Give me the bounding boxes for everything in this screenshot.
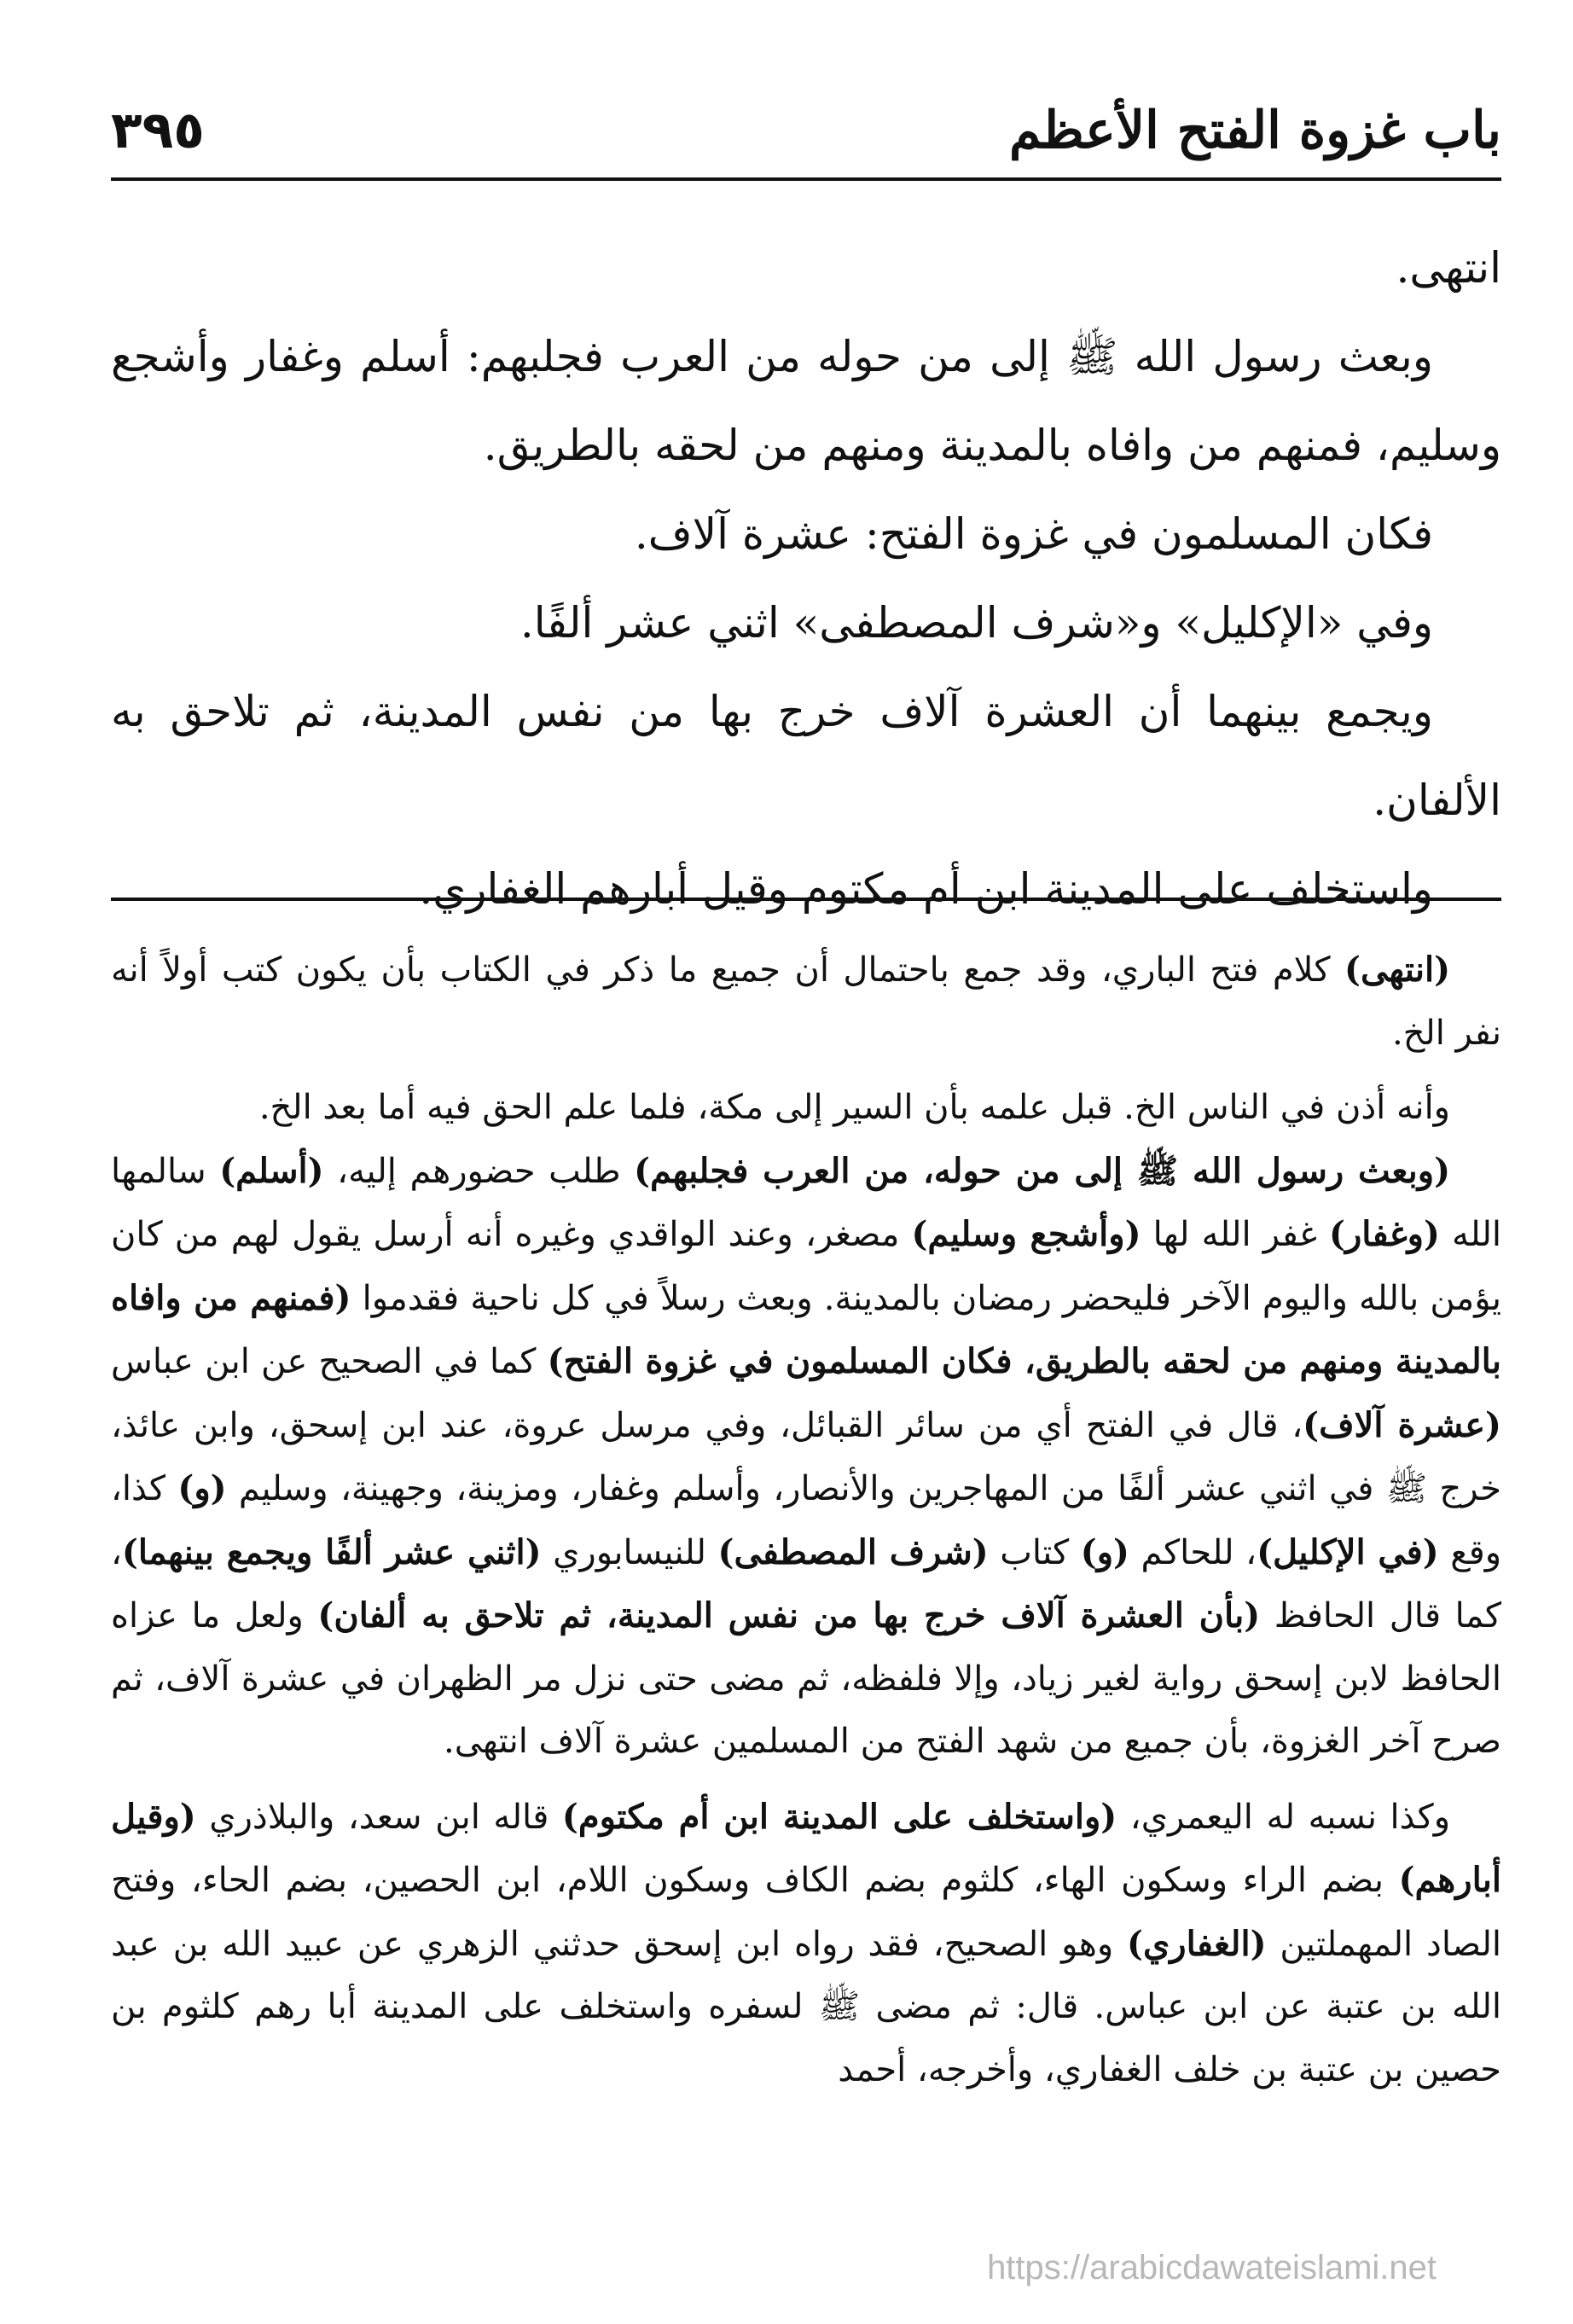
commentary-segment: بضم الراء وسكون الهاء، كلثوم بضم الكاف وسكون اللام، ابن الحصين، بضم الحاء، وفتح الصاد المهملتين (111, 1861, 1501, 1964)
chapter-title: باب غزوة الفتح الأعظم (1008, 101, 1501, 160)
page-number: ٣٩٥ (111, 101, 205, 160)
quoted-main-text: (شرف المصطفى) (717, 1531, 989, 1572)
main-paragraph: انتهى. (1396, 243, 1501, 293)
quoted-main-text: (الغفاري) (1127, 1923, 1267, 1964)
commentary-segment: ، قال في الفتح أي من سائر القبائل، وفي مرسل عروة، عند ابن إسحق، وابن عائذ، خرج ﷺ في اثني عشر ألفًا من المهاجرين والأنصار، وأسلم وغفار، ومزينة، وجهينة، وسليم (111, 1405, 1501, 1508)
quoted-main-text: (وأشجع وسليم) (911, 1214, 1141, 1254)
commentary-segment: كما في الصحيح عن ابن عباس (111, 1342, 548, 1381)
watermark-url: https://arabicdawateislami.net (987, 2249, 1437, 2286)
quoted-main-text: (أسلم) (219, 1150, 324, 1191)
quoted-main-text: (عشرة آلاف) (1303, 1404, 1501, 1445)
commentary-segment: وكذا نسبه له اليعمري، (1117, 1797, 1451, 1837)
commentary-segment: قاله ابن سعد، والبلاذري (195, 1797, 562, 1837)
commentary-segment: ولعل ما عزاه الحافظ لابن إسحق رواية لغير زياد، وإلا فلفظه، ثم مضى حتى نزل مر الظهران في عشرة آلاف، ثم صرح آخر الغزوة، بأن جميع من شهد الفتح من المسلمين عشرة آلاف انتهى. (111, 1596, 1501, 1761)
quoted-main-text: (واستخلف على المدينة ابن أم مكتوم) (561, 1796, 1117, 1837)
main-text (111, 224, 1501, 933)
quoted-main-text: (اثني عشر ألفًا ويجمع بينهما) (121, 1531, 542, 1572)
section-divider (111, 898, 1501, 901)
quoted-main-text: (و) (177, 1468, 227, 1508)
commentary-paragraph (111, 938, 1501, 1065)
commentary-segment: سالمها الله (111, 1151, 1501, 1254)
commentary-segment: وهو الصحيح، فقد رواه ابن إسحق حدثني الزهري عن عبيد الله بن عبد الله بن عتبة عن ابن عباس. قال: ثم مضى ﷺ لسفره واستخلف على المدينة أبا رهم كلثوم بن حصين بن عتبة بن خلف الغفاري، وأخرجه، أحمد (111, 1924, 1501, 2089)
commentary-segment: كلام فتح الباري، وقد جمع باحتمال أن جميع ما ذكر في الكتاب بأن يكون كتب أولاً أنه نفر الخ. (111, 950, 1501, 1053)
commentary-segment: كذا، وقع (111, 1469, 1502, 1572)
main-paragraph: واستخلف على المدينة ابن أم مكتوم وقيل أبارهم الغفاري. (419, 864, 1433, 914)
quoted-main-text: (وغفار) (1329, 1214, 1440, 1254)
commentary-paragraph (111, 1786, 1501, 2102)
main-paragraph: وفي «الإكليل» و«شرف المصطفى» اثني عشر ألفًا. (519, 598, 1433, 648)
quoted-main-text: (انتهى) (1344, 950, 1450, 990)
quoted-main-text: (وقيل أبارهم) (111, 1796, 1501, 1900)
quoted-main-text: (وبعث رسول الله ﷺ إلى من حوله، من العرب فجلبهم) (634, 1150, 1450, 1191)
commentary-segment: ، كما قال الحافظ (111, 1532, 1501, 1636)
commentary-segment: غفر الله لها (1141, 1215, 1330, 1254)
commentary-segment: طلب حضورهم إليه، (323, 1151, 635, 1191)
commentary-paragraph (111, 1140, 1501, 1774)
commentary-segment: كتاب (988, 1532, 1081, 1572)
commentary-segment: وأنه أذن في الناس الخ. قبل علمه بأن السير إلى مكة، فلما علم الحق فيه أما بعد الخ. (258, 1088, 1450, 1127)
main-paragraph: وبعث رسول الله ﷺ إلى من حوله من العرب فجلبهم: أسلم وغفار وأشجع وسليم، فمنهم من وافاه بالمدينة ومنهم من لحقه بالطريق. (111, 332, 1501, 470)
quoted-main-text: (بأن العشرة آلاف خرج بها من نفس المدينة، ثم تلاحق به ألفان) (317, 1595, 1261, 1636)
commentary-segment: للنيسابوري (541, 1532, 718, 1572)
page-header (111, 92, 1501, 181)
commentary-text (111, 938, 1501, 2101)
commentary-segment: مصغر، وعند الواقدي وغيره أنه أرسل يقول لهم من كان يؤمن بالله واليوم الآخر فليحضر رمضان بالمدينة. وبعث رسلاً في كل ناحية فقدموا (111, 1215, 1501, 1318)
quoted-main-text: (و) (1080, 1531, 1129, 1572)
commentary-paragraph (111, 1077, 1501, 1140)
main-paragraph: فكان المسلمون في غزوة الفتح: عشرة آلاف. (634, 509, 1433, 559)
quoted-main-text: (فمنهم من وافاه بالمدينة ومنهم من لحقه بالطريق، فكان المسلمون في غزوة الفتح) (111, 1277, 1501, 1381)
commentary-segment: ، للحاكم (1129, 1532, 1257, 1572)
quoted-main-text: (في الإكليل) (1257, 1531, 1439, 1572)
main-paragraph: ويجمع بينهما أن العشرة آلاف خرج بها من نفس المدينة، ثم تلاحق به الألفان. (111, 687, 1501, 825)
